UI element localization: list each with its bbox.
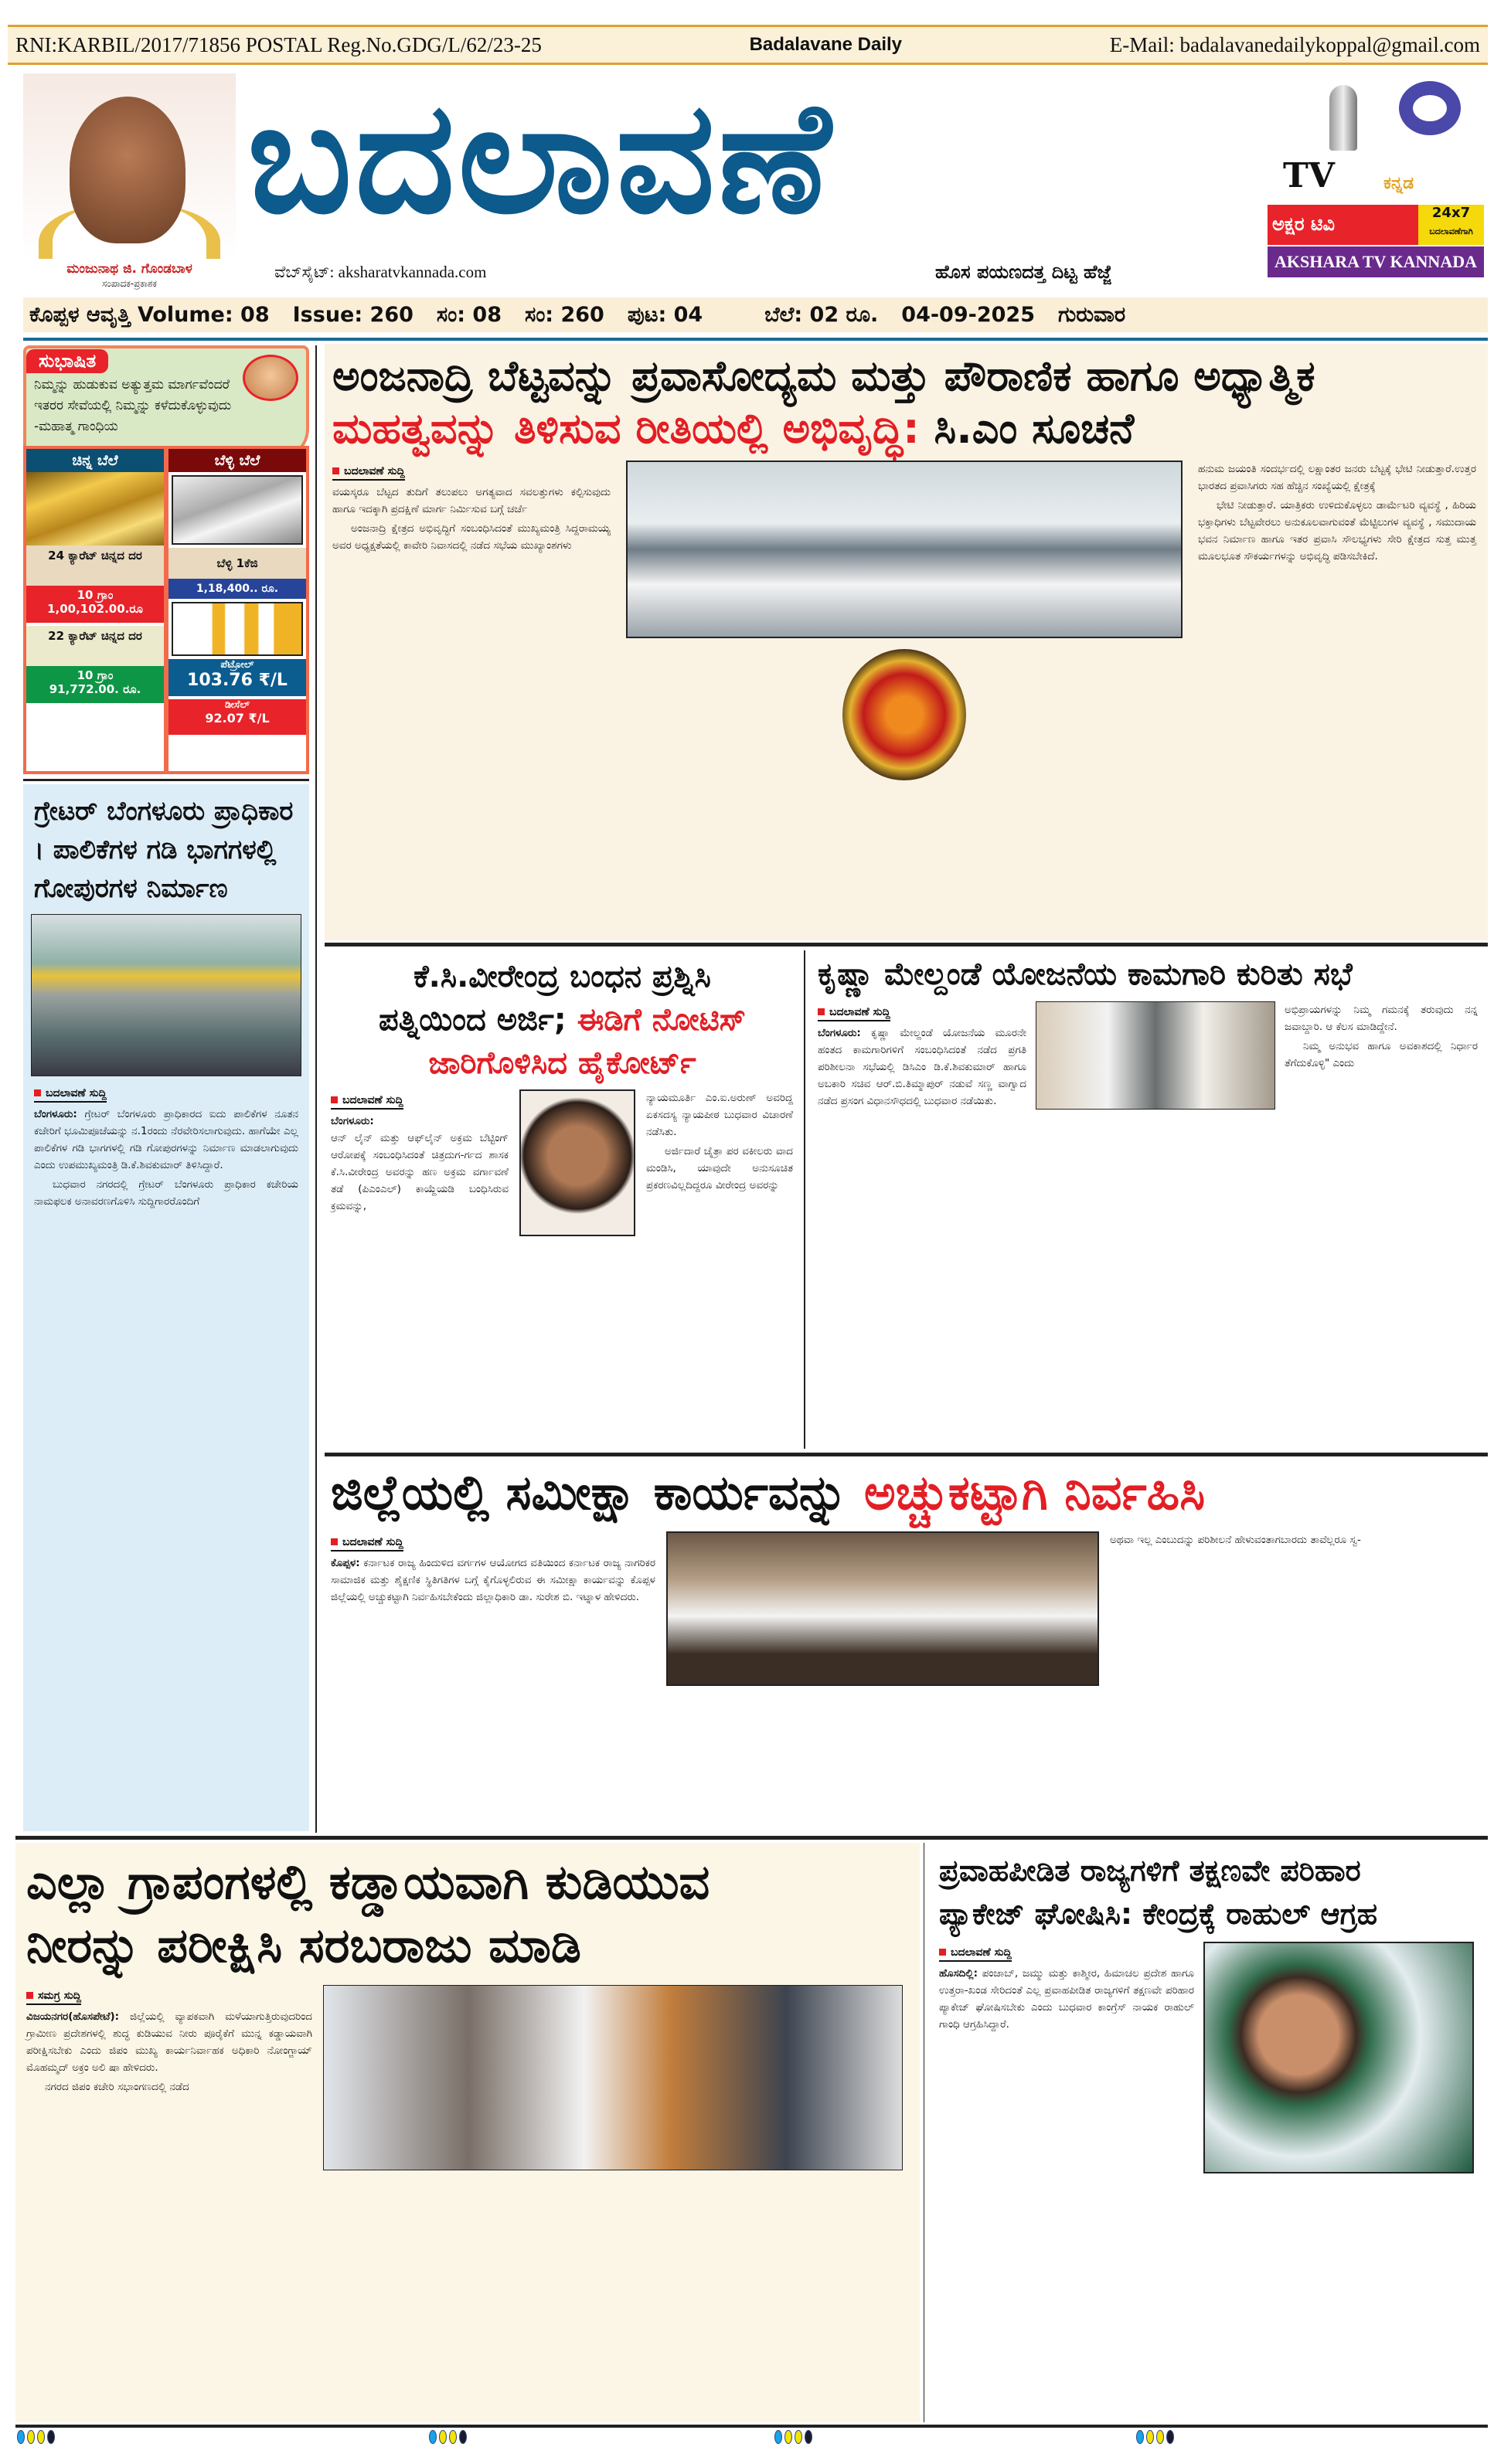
headline-line-2: ಪತ್ನಿಯಿಂದ ಅರ್ಜಿ; <box>379 1002 567 1038</box>
story-krishna[interactable] <box>812 950 1488 1449</box>
column-rule <box>804 950 805 1449</box>
story-body <box>331 1555 655 1606</box>
subhashita-tag: ಸುಭಾಷಿತ <box>26 349 108 373</box>
slogan: ಹೊಸ ಪಯಣದತ್ತ ದಿಟ್ಟ ಹೆಜ್ಜೆ <box>935 261 1112 283</box>
rahul-gandhi-photo <box>1203 1942 1474 2173</box>
headline-line-2: ಪ್ಯಾಕೇಜ್ ಘೋಷಿಸಿ: ಕೇಂದ್ರಕ್ಕೆ ರಾಹುಲ್ ಆಗ್ರಹ <box>939 1897 1378 1931</box>
silver-fuel-prices <box>168 449 306 771</box>
badge-subtext: ಬದಲಾವಣೆಗಾಗಿ <box>1429 226 1473 236</box>
issue: Issue: 260 <box>292 303 413 327</box>
rni-number: RNI:KARBIL/2017/71856 POSTAL Reg.No.GDG/L/62/23-25 <box>15 32 542 56</box>
akshara-tv-logo <box>1268 81 1484 290</box>
veerendra-portrait <box>519 1089 635 1236</box>
volume-kannada: ಸಂ: 08 <box>436 302 502 327</box>
story-body <box>26 2008 312 2095</box>
tv-name-english: AKSHARA TV KANNADA <box>1268 246 1484 277</box>
dateline: ಬೆಂಗಳೂರು: <box>331 1115 374 1127</box>
meeting-photo <box>626 461 1183 638</box>
story-drinking-water[interactable] <box>15 1843 920 2422</box>
registration-mark <box>47 2430 55 2444</box>
divider <box>15 1836 1488 1840</box>
subhashita-box <box>23 345 309 460</box>
registration-mark <box>1136 2430 1144 2444</box>
tv-kannada-label: ಕನ್ನಡ <box>1383 174 1414 193</box>
silver-bars-image <box>172 475 303 545</box>
website-link[interactable]: ವೆಬ್‌ಸೈಟ್: aksharatvkannada.com <box>274 263 487 281</box>
gold24-price: 1,00,102.00.ರೂ <box>47 602 143 616</box>
story-body-2 <box>1198 461 1476 780</box>
registration-strip <box>8 25 1488 65</box>
badge-text: 24x7 <box>1431 205 1471 221</box>
newspaper-logo: ಬದಲಾವಣೆ <box>247 68 834 248</box>
editor-role: ಸಂಪಾದಕ-ಪ್ರಕಾಶಕ <box>102 278 157 289</box>
silver-label: ಬೆಳ್ಳಿ 1ಕೆಜಿ <box>168 548 306 579</box>
gold22-label: 22 ಕ್ಯಾರೆಟ್ ಚಿನ್ನದ ದರ <box>26 626 164 666</box>
headline-black: ಜಿಲ್ಲೆಯಲ್ಲಿ ಸಮೀಕ್ಷಾ ಕಾರ್ಯವನ್ನು <box>331 1464 848 1521</box>
registration-mark <box>1166 2430 1174 2444</box>
registration-mark <box>429 2430 437 2444</box>
registration-mark <box>1156 2430 1164 2444</box>
registration-mark <box>784 2430 792 2444</box>
logo-ring-icon <box>1399 81 1461 135</box>
meeting-photo <box>666 1531 1099 1686</box>
tv-badge <box>1418 205 1484 245</box>
story-body <box>939 1965 1194 2033</box>
diesel-label: ಡೀಸೆಲ್ <box>225 699 250 711</box>
story-greater-bengaluru[interactable] <box>23 784 309 1831</box>
price-panel <box>23 446 309 774</box>
byline: ಬದಲಾವಣೆ ಸುದ್ದಿ <box>818 1006 890 1021</box>
meeting-photo <box>323 1985 903 2170</box>
paragraph: ಕರ್ನಾಟಕ ರಾಜ್ಯ ಹಿಂದುಳಿದ ವರ್ಗಗಳ ಆಯೋಗದ ವತಿಯಿಂದ ಕರ್ನಾಟಕ ರಾಜ್ಯ ನಾಗರಿಕರ ಸಾಮಾಜಿಕ ಮತ್ತು ಶೈಕ್ಷಣಿಕ ಸ್ಥಿತಿಗತಿಗಳ ಬಗ್ಗೆ ಕೈಗೊಳ್ಳಲಿರುವ ಈ ಸಮೀಕ್ಷಾ ಕಾರ್ಯವನ್ನು ಕೊಪ್ಪಳ ಜಿಲ್ಲೆಯಲ್ಲಿ ಅಚ್ಚುಕಟ್ಟಾಗಿ ನಿರ್ವಹಿಸಬೇಕೆಂದು ಜಿಲ್ಲಾಧಿಕಾರಿ ಡಾ. ಸುರೇಶ ಬಿ. ಇಟ್ನಾಳ ಹೇಳಿದರು. <box>331 1557 655 1603</box>
silver-title: ಬೆಳ್ಳಿ ಬೆಲೆ <box>168 449 306 472</box>
paragraph: ಗ್ರೇಟರ್ ಬೆಂಗಳೂರು ಪ್ರಾಧಿಕಾರದ ಐದು ಪಾಲಿಕೆಗಳ ನೂತನ ಕಚೇರಿಗೆ ಭೂಮಿಪೂಜೆಯನ್ನು ನ.1ರಂದು ನೆರವೇರಿಸಲಾಗುವುದು. ಹಾಗೆಯೇ ಎಲ್ಲ ಪಾಲಿಕೆಗಳ ಗಡಿ ಭಾಗಗಳಲ್ಲಿ ಗಡಿ ಗೋಪುರಗಳನ್ನು ನಿರ್ಮಾಣ ಮಾಡಲಾಗುವುದು ಎಂದು ಉಪಮುಖ್ಯಮಂತ್ರಿ ಡಿ.ಕೆ.ಶಿವಕುಮಾರ್ ತಿಳಿಸಿದ್ದಾರೆ. <box>34 1108 298 1171</box>
date: 04-09-2025 <box>901 303 1035 327</box>
paragraph: ಭೇಟಿ ನೀಡುತ್ತಾರೆ. ಯಾತ್ರಿಕರು ಉಳಿದುಕೊಳ್ಳಲು ಡಾರ್ಮೆಟರಿ ವ್ಯವಸ್ಥೆ , ಹಿರಿಯ ಭಕ್ತಾಧಿಗಳು ಬೆಟ್ಟವೇರಲು ಅನುಕೂಲವಾಗುವಂತೆ ಮೆಟ್ಟಿಲುಗಳ ವ್ಯವಸ್ಥೆ , ಸಮುದಾಯ ಭವನ ನಿರ್ಮಾಣ ಹಾಗೂ ಇತರ ಪ್ರವಾಸಿ ಸೌಲಭ್ಯಗಳು ಸೇರಿ ಕ್ಷೇತ್ರದ ಸುತ್ತ ಮುತ್ತ ಮೂಲಭೂತ ಸೌಕರ್ಯಗಳನ್ನು ಅಭಿವೃದ್ಧಿ ಪಡಿಸಬೇಕಿದೆ. <box>1198 499 1476 562</box>
divider <box>23 779 309 781</box>
hanuman-image <box>842 649 966 780</box>
tv-letters: TV <box>1283 156 1335 195</box>
story-body <box>332 484 611 554</box>
paragraph: ನಗರದ ಜಿಪಂ ಕಚೇರಿ ಸಭಾಂಗಣದಲ್ಲಿ ನಡೆದ <box>45 2081 189 2093</box>
dateline: ವಿಜಯನಗರ(ಹೊಸಪೇಟೆ): <box>26 2010 120 2023</box>
gold-prices <box>26 449 164 771</box>
gold-title: ಚಿನ್ನ ಬೆಲೆ <box>26 449 164 472</box>
paragraph: ನಿಮ್ಮ ಅನುಭವ ಹಾಗೂ ಅವಕಾಶದಲ್ಲಿ ನಿರ್ಧಾರ ತೆಗೆದುಕೊಳ್ಳಿ" ಎಂದು <box>1285 1040 1478 1069</box>
registration-mark <box>37 2430 45 2444</box>
registration-mark <box>1146 2430 1154 2444</box>
paragraph: ಆನ್ ಲೈನ್ ಮತ್ತು ಆಫ್‌ಲೈನ್ ಅಕ್ರಮ ಬೆಟ್ಟಿಂಗ್ ಆರೋಪಕ್ಕೆ ಸಂಬಂಧಿಸಿದಂತೆ ಚಿತ್ರದುಗ-ರ್ಗದ ಶಾಸಕ ಕೆ.ಸಿ.ವೀರೇಂದ್ರ ಅವರನ್ನು ಹಣ ಅಕ್ರಮ ವರ್ಗಾವಣೆ ತಡೆ (ಪಿಎಂಎಲ್) ಕಾಯ್ದೆಯಡಿ ಬಂಧಿಸಿರುವ ಕ್ರಮವನ್ನು, <box>331 1132 509 1212</box>
paragraph: ಅಥವಾ ಇಲ್ಲ ಎಂಬುದನ್ನು ಪರಿಶೀಲನೆ ಹೇಳುವಂತಾಗಬಾರದು ತಾವೆಲ್ಲರೂ ಸ್ವ- <box>1110 1534 1361 1546</box>
divider <box>325 1453 1488 1456</box>
paragraph: ಹನುಮ ಜಯಂತಿ ಸಂದರ್ಭದಲ್ಲಿ ಲಕ್ಷಾಂತರ ಜನರು ಬೆಟ್ಟಕ್ಕೆ ಭೇಟಿ ನೀಡುತ್ತಾರೆ.ಉತ್ತರ ಭಾರತದ ಪ್ರವಾಸಿಗರು ಸಹ ಹೆಚ್ಚಿನ ಸಂಖ್ಯೆಯಲ್ಲಿ ಕ್ಷೇತ್ರಕ್ಕೆ <box>1198 463 1476 492</box>
divider <box>325 943 1488 947</box>
byline: ಬದಲಾವಣೆ ಸುದ್ದಿ <box>34 1087 107 1103</box>
paper-name-english: Badalavane Daily <box>749 34 903 55</box>
price: ಬೆಲೆ: 02 ರೂ. <box>764 302 879 327</box>
story-body <box>818 1025 1026 1110</box>
quote: ನಿಮ್ಮನ್ನು ಹುಡುಕುವ ಅತ್ಯುತ್ತಮ ಮಾರ್ಗವೆಂದರೆ ಇತರರ ಸೇವೆಯಲ್ಲಿ ನಿಮ್ಮನ್ನು ಕಳೆದುಕೊಳ್ಳುವುದು -ಮಹಾತ್ಮ ಗಾಂಧಿಯ <box>34 377 232 434</box>
petrol-price: 103.76 ₹/L <box>187 671 288 690</box>
registration-mark <box>795 2430 802 2444</box>
paragraph: ಬುಧವಾರ ನಗರದಲ್ಲಿ ಗ್ರೇಟರ್ ಬೆಂಗಳೂರು ಪ್ರಾಧಿಕಾರ ಕಚೇರಿಯ ನಾಮಫಲಕ ಅನಾವರಣಗೊಳಿಸಿ ಸುದ್ದಿಗಾರರೊಂದಿಗೆ <box>34 1178 298 1208</box>
page-count: ಪುಟ: 04 <box>627 302 703 327</box>
divider <box>23 338 1488 341</box>
gold24-qty: 10 ಗ್ರಾಂ <box>77 588 114 602</box>
silver-price: 1,18,400.. ರೂ. <box>168 579 306 599</box>
headline-line-2-black: ಸಿ.ಎಂ ಸೂಚನೆ <box>934 403 1135 453</box>
headline-line-2-red: ಮಹತ್ವವನ್ನು ತಿಳಿಸುವ ರೀತಿಯಲ್ಲಿ ಅಭಿವೃದ್ಧಿ: <box>332 403 920 453</box>
story-body-2 <box>646 1089 793 1236</box>
diesel-price: 92.07 ₹/L <box>205 711 270 726</box>
headline-line-1: ಅಂಜನಾದ್ರಿ ಬೆಟ್ಟವನ್ನು ಪ್ರವಾಸೋದ್ಯಮ ಮತ್ತು ಪೌರಾಣಿಕ ಹಾಗೂ ಅಧ್ಯಾತ್ಮಿಕ <box>332 352 1315 400</box>
footer-rule <box>15 2425 1488 2428</box>
email-address[interactable]: E-Mail: badalavanedailykoppal@gmail.com <box>1109 32 1480 56</box>
issue-info-bar <box>23 297 1488 332</box>
paragraph: ಅಂಜನಾದ್ರಿ ಕ್ಷೇತ್ರದ ಅಭಿವೃದ್ಧಿಗೆ ಸಂಬಂಧಿಸಿದಂತೆ ಮುಖ್ಯಮಂತ್ರಿ ಸಿದ್ದರಾಮಯ್ಯ ಅವರ ಅಧ್ಯಕ್ಷತೆಯಲ್ಲಿ ಕಾವೇರಿ ನಿವಾಸದಲ್ಲಿ ನಡೆದ ಸಭೆಯ ಮುಖ್ಯಾಂಶಗಳು <box>332 522 611 552</box>
microphone-icon <box>1329 85 1357 151</box>
headline-line-1: ಎಲ್ಲಾ ಗ್ರಾಪಂಗಳಲ್ಲಿ ಕಡ್ಡಾಯವಾಗಿ ಕುಡಿಯುವ <box>26 1854 710 1910</box>
story-body <box>34 1106 298 1210</box>
headline: ಗ್ರೇಟರ್ ಬೆಂಗಳೂರು ಪ್ರಾಧಿಕಾರ । ಪಾಲಿಕೆಗಳ ಗಡಿ ಭಾಗಗಳಲ್ಲಿ ಗೋಪುರಗಳ ನಿರ್ಮಾಣ <box>34 796 294 904</box>
petrol-label: ಪೆಟ್ರೋಲ್ <box>220 659 254 671</box>
story-district-survey[interactable] <box>325 1459 1488 1834</box>
headline-red: ಅಚ್ಚುಕಟ್ಟಾಗಿ ನಿರ್ವಹಿಸಿ <box>863 1464 1206 1521</box>
dateline: ಕೊಪ್ಪಳ: <box>331 1557 360 1569</box>
dateline: ಬೆಂಗಳೂರು: <box>34 1108 77 1120</box>
gold24-label: 24 ಕ್ಯಾರೆಟ್ ಚಿನ್ನದ ದರ <box>26 545 164 586</box>
editor-name: ಮಂಜುನಾಥ ಜಿ. ಗೊಂಡಬಾಳ <box>66 261 192 277</box>
byline: ಬದಲಾವಣೆ ಸುದ್ದಿ <box>332 465 405 481</box>
edition: ಕೊಪ್ಪಳ ಆವೃತ್ತಿ Volume: 08 <box>29 302 270 327</box>
meeting-photo <box>1036 1001 1275 1110</box>
story-veerendra[interactable] <box>325 950 800 1449</box>
byline: ಬದಲಾವಣೆ ಸುದ್ದಿ <box>331 1536 403 1551</box>
story-body-2 <box>1110 1531 1465 1686</box>
paragraph: ಪಂಜಾಬ್, ಜಮ್ಮು ಮತ್ತು ಕಾಶ್ಮೀರ, ಹಿಮಾಚಲ ಪ್ರದೇಶ ಹಾಗೂ ಉತ್ತರಾ-ಖಂಡ ಸೇರಿದಂತೆ ಎಲ್ಲ ಪ್ರವಾಹಪೀಡಿತ ರಾಜ್ಯಗಳಿಗೆ ತಕ್ಷಣವೇ ಪರಿಹಾರ ಪ್ಯಾಕೇಜ್ ಘೋಷಿಸಬೇಕು ಎಂದು ಬುಧವಾರ ಕಾಂಗ್ರೆಸ್ ನಾಯಕ ರಾಹುಲ್ ಗಾಂಧಿ ಆಗ್ರಹಿಸಿದ್ದಾರೆ. <box>939 1967 1195 2031</box>
paragraph: ಅರ್ಜಿದಾರೆ ಚೈತ್ರಾ ಪರ ವಕೀಲರು ವಾದ ಮಂಡಿಸಿ, ಯಾವುದೇ ಅನುಸೂಚಿತ ಪ್ರಕರಣವಿಲ್ಲದಿದ್ದರೂ ವೀರೇಂದ್ರ ಅವರನ್ನು <box>646 1145 793 1191</box>
story-photo <box>31 914 301 1076</box>
registration-mark <box>17 2430 25 2444</box>
registration-mark <box>805 2430 812 2444</box>
headline-line-1: ಪ್ರವಾಹಪೀಡಿತ ರಾಜ್ಯಗಳಿಗೆ ತಕ್ಷಣವೇ ಪರಿಹಾರ <box>939 1854 1361 1888</box>
registration-mark <box>439 2430 447 2444</box>
tv-name: ಅಕ್ಷರ ಟಿವಿ <box>1272 213 1336 235</box>
dateline: ಬೆಂಗಳೂರು: <box>818 1027 861 1039</box>
gold22-price: 91,772.00. ರೂ. <box>49 682 141 696</box>
byline: ಬದಲಾವಣೆ ಸುದ್ದಿ <box>331 1094 403 1110</box>
fuel-pump-image <box>172 602 303 656</box>
registration-mark <box>774 2430 782 2444</box>
byline: ಸಮಗ್ರ ಸುದ್ದಿ <box>26 1990 81 2005</box>
dateline: ಹೊಸದಿಲ್ಲಿ: <box>939 1967 978 1980</box>
paragraph: ಅಭಿಪ್ರಾಯಗಳನ್ನು ನಿಮ್ಮ ಗಮನಕ್ಕೆ ತರುವುದು ನನ್ನ ಜವಾಬ್ದಾರಿ. ಆ ಕೆಲಸ ಮಾಡಿದ್ದೇನೆ. <box>1285 1004 1478 1033</box>
story-body-2 <box>1285 1001 1478 1112</box>
headline-red: ಈಡಿಗೆ ನೋಟಿಸ್ ಜಾರಿಗೊಳಿಸಿದ ಹೈಕೋರ್ಟ್ <box>428 1002 746 1081</box>
headline-line-1: ಕೆ.ಸಿ.ವೀರೇಂದ್ರ ಬಂಧನ ಪ್ರಶ್ನಿಸಿ <box>413 959 711 994</box>
column-rule <box>315 345 317 1833</box>
paragraph: ವಯಸ್ಕರೂ ಬೆಟ್ಟದ ತುದಿಗೆ ತಲುಪಲು ಅಗತ್ಯವಾದ ಸವಲತ್ತುಗಳು ಕಲ್ಪಿಸುವುದು ಹಾಗೂ ಇದಕ್ಕಾಗಿ ಪ್ರದಕ್ಷಿಣೆ ಮಾರ್ಗ ನಿರ್ಮಿಸುವ ಬಗ್ಗೆ ಚರ್ಚೆ <box>332 486 611 515</box>
headline: ಕೃಷ್ಣಾ ಮೇಲ್ದಂಡೆ ಯೋಜನೆಯ ಕಾಮಗಾರಿ ಕುರಿತು ಸಭೆ <box>818 957 1353 992</box>
registration-mark <box>449 2430 457 2444</box>
story-body <box>331 1113 509 1215</box>
editor-portrait <box>23 73 236 259</box>
paragraph: ನ್ಯಾಯಮೂರ್ತಿ ಎಂ.ಐ.ಅರುಣ್ ಅವರಿದ್ದ ಏಕಸದಸ್ಯ ನ್ಯಾಯಪೀಠ ಬುಧವಾರ ವಿಚಾರಣೆ ನಡೆಸಿತು. <box>646 1092 793 1138</box>
weekday: ಗುರುವಾರ <box>1058 302 1126 327</box>
issue-kannada: ಸಂ: 260 <box>524 302 604 327</box>
gandhi-portrait <box>243 355 298 401</box>
story-rahul-flood[interactable] <box>931 1843 1488 2422</box>
paragraph: ಜಿಲ್ಲೆಯಲ್ಲಿ ವ್ಯಾಪಕವಾಗಿ ಮಳೆಯಾಗುತ್ತಿರುವುದರಿಂದ ಗ್ರಾಮೀಣ ಪ್ರದೇಶಗಳಲ್ಲಿ ಶುದ್ಧ ಕುಡಿಯುವ ನೀರು ಪೂರೈಕೆಗೆ ಮುನ್ನ ಕಡ್ಡಾಯವಾಗಿ ಪರೀಕ್ಷಿಸಬೇಕು ಎಂದು ಜಿಪಂ ಮುಖ್ಯ ಕಾರ್ಯನಿರ್ವಾಹಕ ಅಧಿಕಾರಿ ನೋಂಗ್ಜಾಯ್ ಮೊಹಮ್ಮದ್ ಅಕ್ರಂ ಅಲಿ ಷಾ ಹೇಳಿದರು. <box>26 2010 312 2074</box>
story-anjanadri[interactable] <box>325 344 1488 940</box>
paragraph: ಕೃಷ್ಣಾ ಮೇಲ್ದಂಡೆ ಯೋಜನೆಯ ಮೂರನೇ ಹಂತದ ಕಾಮಗಾರಿಗಳಿಗೆ ಸಂಬಂಧಿಸಿದಂತೆ ನಡೆದ ಪ್ರಗತಿ ಪರಿಶೀಲನಾ ಸಭೆಯಲ್ಲಿ ಡಿಸಿಎಂ ಡಿ.ಕೆ.ಶಿವಕುಮಾರ್ ಹಾಗೂ ಅಬಕಾರಿ ಸಚಿವ ಆರ್.ಬಿ.ತಿಮ್ಮಾಪುರ್ ನಡುವೆ ಸಣ್ಣ ವಾಗ್ವಾದ ನಡೆದ ಪ್ರಸಂಗ ವಿಧಾನಸೌಧದಲ್ಲಿ ಬುಧವಾರ ನಡೆಯಿತು. <box>818 1027 1026 1107</box>
gold22-qty: 10 ಗ್ರಾಂ <box>77 668 114 682</box>
gold-bars-image <box>26 472 164 545</box>
registration-mark <box>27 2430 35 2444</box>
byline: ಬದಲಾವಣೆ ಸುದ್ದಿ <box>939 1946 1012 1962</box>
registration-mark <box>459 2430 467 2444</box>
headline-line-2: ನೀರನ್ನು ಪರೀಕ್ಷಿಸಿ ಸರಬರಾಜು ಮಾಡಿ <box>26 1917 581 1973</box>
